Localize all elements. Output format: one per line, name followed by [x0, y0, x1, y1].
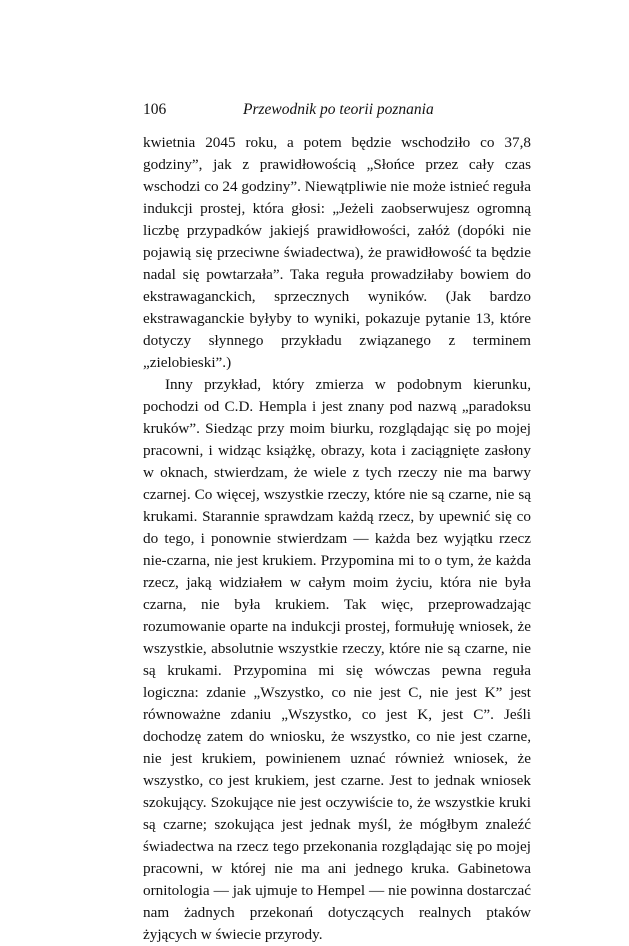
paragraph-continued: kwietnia 2045 roku, a potem będzie wschodziło co 37,8 godziny”, jak z prawidłowością „Słońce przez cały czas wschodzi co 24 godziny”. Niewątpliwie nie może istnieć reguła indukcji prostej, która głosi: „Jeżeli zaobserwujesz ogromną liczbę przypadków jakiejś prawidłowości, załóż (dopóki nie pojawią się przeciwne świadectwa), że prawidłowość ta będzie nadal się powtarzała”. Taka reguła prowadziłaby bowiem do ekstrawaganckich, sprzecznych wyników. (Jak bardzo ekstrawaganckie byłyby to wyniki, pokazuje pytanie 13, które dotyczy słynnego przykładu związanego z terminem „zielobieski”.): [143, 134, 531, 371]
running-head: [143, 100, 543, 120]
body-text: [143, 132, 531, 946]
page-number: 106: [143, 101, 167, 118]
paragraph-ravens-paradox: Inny przykład, który zmierza w podobnym kierunku, pochodzi od C.D. Hempla i jest znany pod nazwą „paradoksu kruków”. Siedząc przy moim biurku, rozglądając się po mojej pracowni, i widząc książkę, obrazy, kota i zaciągnięte zasłony w oknach, stwierdzam, że wiele z tych rzeczy nie ma barwy czarnej. Co więcej, wszystkie rzeczy, które nie są czarne, nie są krukami. Starannie sprawdzam każdą rzecz, by upewnić się co do tego, i ponownie stwierdzam — każda bez wyjątku rzecz nie-czarna, nie jest krukiem. Przypomina mi to o tym, że każda rzecz, jaką widziałem w całym moim życiu, która nie była czarna, nie była krukiem. Tak więc, przeprowadzając rozumowanie oparte na indukcji prostej, formułuję wniosek, że wszystkie, absolutnie wszystkie rzeczy, które nie są czarne, nie są krukami. Przypomina mi się wówczas pewna reguła logiczna: zdanie „Wszystko, co nie jest C, nie jest K” jest równoważne zdaniu „Wszystko, co jest K, jest C”. Jeśli dochodzę zatem do wniosku, że wszystko, co nie jest czarne, nie jest krukiem, powinienem uznać również wniosek, że wszystko, co jest krukiem, jest czarne. Jest to jednak wniosek szokujący. Szokujące nie jest oczywiście to, że wszystkie kruki są czarne; szokująca jest jednak myśl, że mógłbym znaleźć świadectwa na rzecz tego przekonania rozglądając się po mojej pracowni, w której nie ma ani jednego kruka. Gabinetowa ornitologia — jak ujmuje to Hempel — nie powinna dostarczać nam żadnych przekonań dotyczących realnych ptaków żyjących w świecie przyrody.: [143, 376, 531, 943]
running-title: Przewodnik po teorii poznania: [243, 101, 434, 118]
